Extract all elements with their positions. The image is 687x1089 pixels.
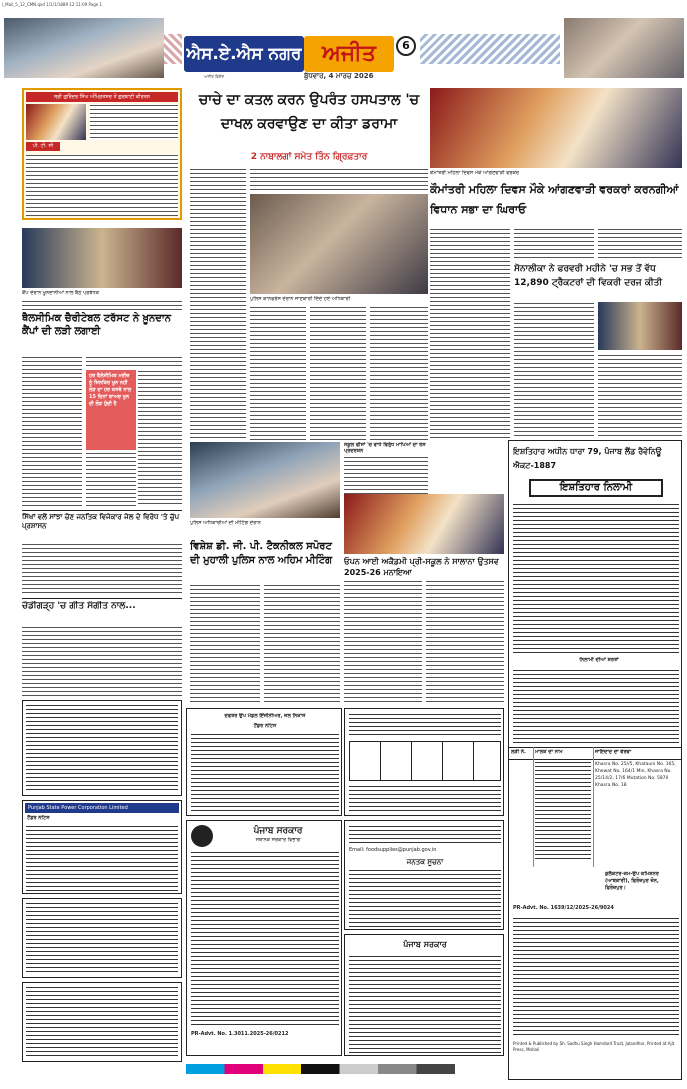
pspcl-title: Punjab State Power Corporation Limited xyxy=(25,803,179,813)
pspcl-notice xyxy=(22,800,182,894)
anganwadi-text-col2 xyxy=(514,228,594,258)
main-story-col2 xyxy=(250,306,306,440)
function-photo xyxy=(344,494,504,554)
left-box-sub: ਪੀ. ਟੀ. ਸੀ xyxy=(26,142,60,151)
food-title: ਜਨਤਕ ਸੂਚਨਾ xyxy=(406,858,444,866)
food-email: Email: foodsupplies@punjab.gov.in xyxy=(349,847,437,853)
punjab-govt-pr-no: PR-Advt. No. 1.3011.2025-26/0212 xyxy=(191,1031,289,1037)
function-text-col1 xyxy=(344,580,422,704)
tractor-photo xyxy=(598,302,682,350)
function-text-col2 xyxy=(426,580,504,704)
auction-kicker: ਇਸ਼ਤਿਹਾਰ ਅਧੀਨ ਧਾਰਾ 79, ਪੰਜਾਬ ਲੈਂਡ ਰੈਵੇਨਿਊ ਐਕਟ-1887 xyxy=(513,447,662,470)
main-story-col4 xyxy=(370,306,428,440)
left-story-col2-top xyxy=(86,356,182,368)
auction-col-desc: ਜਾਇਦਾਦ ਦਾ ਵੇਰਵਾ xyxy=(595,749,632,755)
left-box-text-2 xyxy=(26,154,178,216)
left-caption-text xyxy=(22,300,182,310)
masthead-left-skyline xyxy=(4,18,164,78)
table-notice xyxy=(344,708,504,816)
file-info-line: I_Mail_5_12_CMN.qxd 1/1/1/1889 12:11:09 Page 1 xyxy=(2,2,103,7)
main-story-subhead: 2 ਨਾਬਾਲਗਾਂ ਸਮੇਤ ਤਿੰਨ ਗ੍ਰਿਫ਼ਤਾਰ xyxy=(250,152,368,162)
main-story-col1b xyxy=(190,320,246,440)
left-story2-headline: ਸਿੱਖਾਂ ਵਲੋਂ ਸਾਂਝਾ ਚੋਣ ਜਨਤਿਕ ਵਿਜੇਕਾਰ ਜੇਲ ਦੇ ਵਿਰੋਧ 'ਤੇ ਚੁੱਪ ਪ੍ਰਸ਼ਾਸਨ xyxy=(22,513,180,530)
main-story-col1 xyxy=(190,168,246,318)
tender-title: ਦਫਤਰ ਉਪ ਮੰਡਲ ਇੰਜੀਨੀਅਰ, ਜਲ ਨਿਕਾਸ xyxy=(224,713,306,719)
auction-col-serial: ਲੜੀ ਨੰ. xyxy=(511,749,526,755)
left-story-col3 xyxy=(138,370,182,506)
punjab-govt-dept: ਸਥਾਨਕ ਸਰਕਾਰ ਵਿਭਾਗ xyxy=(255,837,301,843)
masthead-tag: ਅਜੀਤ ਵਿਸ਼ੇਸ਼ xyxy=(204,74,225,79)
left-story-col2-bottom xyxy=(86,452,136,506)
punjab-govt-2-title: ਪੰਜਾਬ ਸਰਕਾਰ xyxy=(403,940,447,949)
auction-pr-number: PR-Advt. No. 1639/12/2025-26/9024 xyxy=(513,905,614,911)
masthead xyxy=(4,12,684,84)
print-line: Printed & Published by Sh. Sadhu Singh Hamdard Trust, Jalandhar, Printed at Ajit Press, Mohali xyxy=(513,1041,675,1052)
auction-body xyxy=(513,503,679,653)
punjab-govt-notice-2 xyxy=(344,934,504,1056)
left-story3-text xyxy=(22,626,182,696)
golden-temple-image xyxy=(26,104,86,140)
food-notice xyxy=(344,820,504,930)
main-story-headline: ਚਾਚੇ ਦਾ ਕਤਲ ਕਰਨ ਉਪਰੰਤ ਹਸਪਤਾਲ 'ਚ ਦਾਖਲ ਕਰਵਾਉਣ ਦਾ ਕੀਤਾ ਡਰਾਮਾ xyxy=(198,92,420,132)
masthead-page-number: 6 xyxy=(396,36,416,56)
main-story-photo xyxy=(250,194,428,294)
function-headline: ਓਪਨ ਆਈ ਅਕੈਡਮੀ ਪ੍ਰੀ-ਸਕੂਲ ਨੇ ਸਾਲਾਨਾ ਉਤਸਵ 2025-26 ਮਨਾਇਆ xyxy=(344,557,499,577)
left-blood-camp-photo xyxy=(22,228,182,288)
auction-signoff: ਕੁਲੈਕਟਰ-ਕਮ-ਉਪ ਕਮਿਸ਼ਨਰ (ਆਬਕਾਰੀ), ਫਿਰੋਜ਼ਪੁਰ ਜ਼ੋਨ, ਫਿਰੋਜ਼ਪੁਰ। xyxy=(605,871,659,891)
anganwadi-text-col3 xyxy=(598,228,682,258)
auction-terms xyxy=(513,669,679,743)
tender-sub: ਟੈਂਡਰ ਨੋਟਿਸ xyxy=(253,723,277,729)
color-registration-bar xyxy=(186,1064,506,1074)
masthead-date: ਬੁੱਧਵਾਰ, 4 ਮਾਰਚ 2026 xyxy=(304,72,374,80)
left-story-pull-quote: ਹਰ ਥੈਲੇਸੀਮਿਕ ਮਰੀਜ਼ ਨੂੰ ਜਿਨਕਿਰ ਖੂਨ ਨਹੀ ਲੋੜ ਦਾ ਹਰ ਕਸਬੇ ਨਾਲ 15 ਦਿਨਾਂ ਬਾਅਦ ਖੂਨ ਦੀ ਲੋੜ ਹੁੰਦੀ ਹੈ xyxy=(86,370,136,450)
punjab-govt-notice xyxy=(186,820,342,1056)
main-story-photo-caption: ਪੁਲਿਸ ਕਾਨਫਰੰਸ ਦੌਰਾਨ ਜਾਣਕਾਰੀ ਦਿੰਦੇ ਹੋਏ ਅਧਿਕਾਰੀ xyxy=(250,296,351,302)
tender-notice xyxy=(186,708,342,816)
dgp-text-col2 xyxy=(264,584,340,704)
left-story-col1 xyxy=(22,356,82,506)
masthead-paper-name: ਅਜੀਤ xyxy=(304,36,394,72)
main-story-col3 xyxy=(310,306,366,440)
auction-col-owner: ਮਾਲਕ ਦਾ ਨਾਮ xyxy=(535,749,563,755)
left-photo-caption: ਕੈਂਪ ਦੌਰਾਨ ਖੂਨਦਾਨੀਆਂ ਨਾਲ ਬੈਠੇ ਪ੍ਰਬੰਧਕ xyxy=(22,290,100,296)
auction-terms-title: ਨਿਲਾਮੀ ਦੀਆਂ ਸ਼ਰਤਾਂ xyxy=(579,657,619,663)
auction-property: Khasra No. 25//5, Khatauni No. 165, Khewat No. 164/1 Min, Khasra No. 25/14/2, 17/6 Mutation No. 5870 Khasra No. 18 xyxy=(595,762,676,788)
school-headline: ਸਕੂਲ ਫੀਸਾਂ 'ਚ ਵਾਧੇ ਵਿਰੁੱਧ ਮਾਪਿਆਂ ਦਾ ਰੋਸ ਪ੍ਰਦਰਸ਼ਨ xyxy=(344,442,426,454)
left-box-text-1 xyxy=(90,104,178,140)
anganwadi-headline: ਕੌਮਾਂਤਰੀ ਮਹਿਲਾ ਦਿਵਸ ਮੌਕੇ ਆਂਗਣਵਾੜੀ ਵਰਕਰਾਂ ਕਰਨਗੀਆਂ ਵਿਧਾਨ ਸਭਾ ਦਾ ਘਿਰਾਓ xyxy=(430,183,679,216)
tractor-text-col1 xyxy=(514,302,594,438)
pspcl-sub: ਟੈਂਡਰ ਨੋਟਿਸ xyxy=(27,815,50,821)
auction-notice xyxy=(508,440,682,1080)
dgp-meeting-photo xyxy=(190,442,340,518)
left-story3-headline: ਚੰਡੀਗੜ੍ਹ 'ਚ ਗੀਤ ਸੰਗੀਤ ਨਾਲ... xyxy=(22,601,136,611)
masthead-right-skyline xyxy=(564,18,684,78)
auction-footer-notice xyxy=(513,917,679,1037)
left-gurbani-box xyxy=(22,88,182,220)
punjab-govt-title: ਪੰਜਾਬ ਸਰਕਾਰ xyxy=(253,826,303,836)
dgp-caption: ਪੁਲਿਸ ਅਧਿਕਾਰੀਆਂ ਦੀ ਮੀਟਿੰਗ ਦੌਰਾਨ xyxy=(190,520,261,526)
dgp-text-col1 xyxy=(190,584,260,704)
left-story-headline: ਥੈਲਸੀਮਿਕ ਚੈਰੀਟੇਬਲ ਟਰੱਸਟ ਨੇ ਖ਼ੂਨਦਾਨ ਕੈਂਪਾਂ ਦੀ ਲੜੀ ਲਗਾਈ xyxy=(22,313,171,337)
left-ad-3 xyxy=(22,898,182,978)
left-ad-1 xyxy=(22,700,182,796)
left-story2-text xyxy=(22,543,182,595)
left-ad-4 xyxy=(22,982,182,1062)
left-box-title: ਸ੍ਰੀ ਗੁਰਿੰਦਰ ਸਿੰਘ ਅੰਮ੍ਰਿਤਸਰ ਤੋਂ ਗੁਰਬਾਣੀ ਕੀਰਤਨ xyxy=(26,92,178,102)
auction-owner-text xyxy=(535,761,591,861)
anganwadi-photo xyxy=(430,88,682,168)
punjab-emblem-icon xyxy=(191,825,213,847)
anganwadi-text-col1 xyxy=(430,228,510,438)
masthead-city: ਐਸ.ਏ.ਐਸ ਨਗਰ xyxy=(184,36,304,72)
tractor-text-col2 xyxy=(598,354,682,438)
dgp-headline: ਵਿਸ਼ੇਸ਼ ਡੀ. ਜੀ. ਪੀ. ਟੈਕਨੀਕਲ ਸਪੋਰਟ ਦੀ ਮੁਹਾਲੀ ਪੁਲਿਸ ਨਾਲ ਅਹਿਮ ਮੀਟਿੰਗ xyxy=(190,541,333,566)
anganwadi-caption: ਕੌਮਾਂਤਰੀ ਮਹਿਲਾ ਦਿਵਸ ਮੌਕੇ ਆਂਗਣਵਾੜੀ ਵਰਕਰ xyxy=(430,170,519,176)
masthead-pattern-right xyxy=(420,34,560,64)
tractor-headline: ਸੋਨਾਲੀਕਾ ਨੇ ਫਰਵਰੀ ਮਹੀਨੇ 'ਚ ਸਭ ਤੋਂ ਵੱਧ 12,890 ਟ੍ਰੈਕਟਰਾਂ ਦੀ ਵਿਕਰੀ ਦਰਜ ਕੀਤੀ xyxy=(514,264,663,288)
masthead-pattern-left xyxy=(164,34,182,64)
main-story-top-text xyxy=(250,168,428,190)
auction-title: ਇਸ਼ਤਿਹਾਰ ਨਿਲਾਮੀ xyxy=(529,479,663,497)
